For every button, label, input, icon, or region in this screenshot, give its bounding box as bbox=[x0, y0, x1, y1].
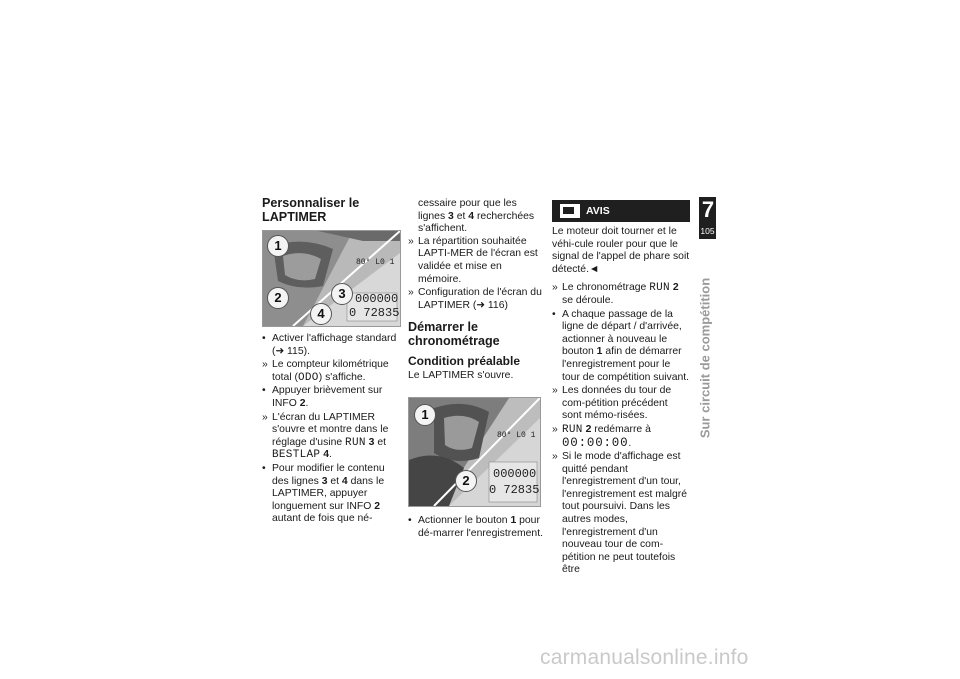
page-number: 105 bbox=[700, 226, 715, 236]
col3-list bbox=[552, 282, 690, 577]
list-item: • Actionner le bouton 1 pour dé-marrer l'enregistrement. bbox=[408, 514, 543, 539]
lcd-mid-line: 000000 bbox=[355, 292, 399, 306]
figure-handlebar-controls bbox=[262, 230, 401, 327]
lcd-bottom-line: 0 72835 bbox=[349, 306, 400, 320]
watermark: carmanualsonline.info bbox=[540, 646, 749, 669]
lcd-top-line: 80° L0 1 bbox=[356, 258, 395, 267]
list-item: » Les données du tour de com-pétition précédent sont mémo-risées. bbox=[552, 385, 672, 422]
continuation-text: cessaire pour que les lignes 3 et 4 recherchées s'affichent. bbox=[418, 198, 535, 235]
callout-1: 1 bbox=[267, 235, 289, 257]
figure-start-button bbox=[408, 397, 541, 507]
list-item: » La répartition souhaitée LAPTI-MER de l'écran est validée et mise en mémoire. bbox=[408, 235, 538, 285]
column-1 bbox=[262, 196, 402, 527]
col1-list bbox=[262, 333, 402, 526]
callout-4: 4 bbox=[310, 303, 332, 325]
lcd-mid-line: 000000 bbox=[493, 466, 537, 481]
list-item: » RUN 2 redémarre à 00:00:00. bbox=[552, 423, 651, 450]
notice-text: Le moteur doit tourner et le véhi-cule rouler pour que le signal de l'appel de phare soit détecté.◄ bbox=[552, 226, 690, 275]
list-item: » L'écran du LAPTIMER s'ouvre et montre dans le réglage d'usine RUN 3 et BESTLAP 4. bbox=[262, 411, 389, 462]
list-item: » Le chronométrage RUN 2 se déroule. bbox=[552, 282, 679, 306]
column-2 bbox=[408, 198, 546, 541]
col2-list bbox=[408, 236, 546, 313]
heading-demarrer: Démarrer le chronométrage bbox=[408, 320, 500, 349]
lcd-bottom-line: 0 72835 bbox=[489, 482, 540, 497]
list-item: • Appuyer brièvement sur INFO 2. bbox=[262, 385, 383, 409]
list-item: • A chaque passage de la ligne de départ / d'arrivée, actionner à nouveau le bouton 1 afin de démarrer l'enregistrement pour le tour de compétition suivant. bbox=[552, 308, 690, 383]
col2-action-list bbox=[408, 515, 546, 540]
section-side-title: Sur circuit de compétition bbox=[697, 277, 713, 439]
list-item: » Le compteur kilométrique total (ODO) s'affiche. bbox=[262, 359, 389, 384]
callout-3: 3 bbox=[331, 283, 353, 305]
list-item: » Si le mode d'affichage est quitté pendant l'enregistrement d'un tour, l'enregistrement est malgré tout poursuivi. Dans les autres modes, l'enregistrement d'un nouveau tour de com-pétition ne peut toutefois être bbox=[552, 451, 687, 576]
list-item: » Configuration de l'écran du LAPTIMER (➜ 116) bbox=[408, 287, 542, 311]
chapter-number: 7 bbox=[701, 197, 715, 222]
callout-2: 2 bbox=[267, 287, 289, 309]
condition-text: Le LAPTIMER s'ouvre. bbox=[408, 370, 514, 382]
callout-2: 2 bbox=[455, 470, 477, 492]
list-item: • Activer l'affichage standard (➜ 115). bbox=[262, 333, 397, 357]
motorcycle-notice-icon bbox=[560, 204, 580, 218]
lcd-top-line: 80° L0 1 bbox=[497, 430, 536, 440]
callout-1: 1 bbox=[414, 404, 436, 426]
notice-banner bbox=[552, 200, 690, 222]
notice-label: AVIS bbox=[586, 204, 610, 217]
subheading-condition: Condition préalable bbox=[408, 354, 521, 369]
heading-personnaliser: Personnaliser le LAPTIMER bbox=[262, 196, 360, 224]
list-item: • Pour modifier le contenu des lignes 3 et 4 dans le LAPTIMER, appuyer longuement sur INFO 2 autant de fois que né- bbox=[262, 462, 385, 525]
column-3 bbox=[552, 200, 690, 578]
